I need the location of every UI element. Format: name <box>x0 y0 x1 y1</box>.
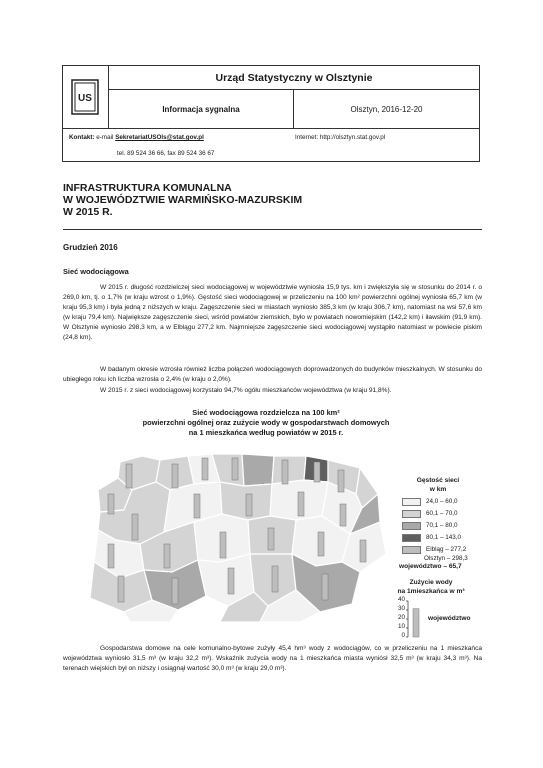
phone-fax: tel. 89 524 36 66, fax 89 524 36 67 <box>117 150 215 157</box>
chart-title-line: powierzchni ogólnej oraz zużycie wody w gospodarstwach domowych <box>142 418 390 428</box>
legend-swatch <box>402 510 421 518</box>
map-bar <box>118 576 124 602</box>
contact-line <box>69 134 204 141</box>
map-bar <box>172 578 178 604</box>
legend-title-line: w km <box>429 486 447 493</box>
water-title-line: na 1mieszkańca w m³ <box>397 588 465 595</box>
paragraph-text: W 2015 r. długość rozdzielczej sieci wodociągowej w województwie wyniosła 15,9 tys. km i zwiększyła się w stosunku do 2014 r. o 269,0 km, tj. o 1,7% (w kraju wzrost o 1,9%). Gęstość sieci wodociągowej w przeliczeniu na 100 km² powierzchni ogólnej wyniosła 65,7 km (w kraju 95,3 km) i była jedną z niższych w kraju. Zagęszczenie sieci w miastach wyniosło 385,3 km (w kraju 306,7 km), natomiast na wsi 57,6 km (w kraju 79,4 km). Największe zagęszczenie sieci, wśród powiatów ziemskich, było w powiatach nowomiejskim (142,2 km) i iławskim (91,9 km). W Olsztynie wyniosło 298,3 km, a w Elblągu 277,2 km. Najmniejsze zagęszczenie sieci wodociągowej wystąpiło natomiast w powiecie piskim (24,8 km). <box>63 284 482 342</box>
legend-swatch <box>402 546 421 554</box>
map-bar <box>132 514 138 540</box>
map-bar <box>228 568 234 594</box>
title-line: W WOJEWÓDZTWIE WARMIŃSKO-MAZURSKIM <box>63 194 303 206</box>
voivodeship-label: województwo <box>428 615 471 622</box>
publication-date: Grudzień 2016 <box>63 243 118 252</box>
scale-tick: 40 <box>397 596 405 603</box>
internet-link[interactable]: Internet: http://olsztyn.stat.gov.pl <box>295 134 386 141</box>
map-bar <box>272 566 278 592</box>
map-bar <box>322 574 328 600</box>
paragraph <box>63 283 482 344</box>
map-bar <box>194 494 200 518</box>
chart-title <box>118 408 414 439</box>
map-bar <box>314 462 320 482</box>
map-region <box>242 454 274 486</box>
paragraph <box>63 644 482 674</box>
map-bar <box>126 464 132 488</box>
contact-label: Kontakt: <box>69 134 95 141</box>
contact-email-link[interactable]: SekretariatUSOls@stat.gov.pl <box>115 134 204 141</box>
legend-swatch <box>402 522 421 530</box>
legend-label: 24,0 – 60,0 <box>426 498 458 505</box>
logo-text: US <box>78 93 92 104</box>
paragraph-text: Gospodarstwa domowe na cele komunalno-bytowe zużyły 45,4 hm³ wody z wodociągów, co w przeliczeniu na 1 mieszkańca województwa wyniosło 31,5 m³ (w kraju 32,2 m³). Wskaźnik zużycia wody na 1 mieszkańca miasta wyniósł 32,5 m³ (w kraju 34,3 m³). Na terenach wiejskich był on niższy i osiągnął wartość 30,0 m³ (w kraju 29,0 m³). <box>63 645 482 673</box>
map-bar <box>232 458 238 480</box>
map-bar <box>164 544 170 568</box>
title-divider <box>63 229 482 230</box>
place-date: Olsztyn, 2016-12-20 <box>294 90 479 129</box>
info-type: Informacja sygnalna <box>109 90 294 129</box>
map-bar <box>220 532 226 558</box>
legend-label: 60,1 – 70,0 <box>426 510 458 517</box>
water-scale <box>404 600 426 640</box>
office-title: Urząd Statystyczny w Olsztynie <box>109 66 479 90</box>
map-bar <box>268 528 274 550</box>
scale-tick: 10 <box>397 623 405 630</box>
map-bar <box>202 458 208 480</box>
water-title-line: Zużycie wody <box>409 579 453 586</box>
map-bar <box>108 494 114 514</box>
legend-swatch <box>402 534 421 542</box>
contact-email-prefix: e-mail <box>94 134 116 141</box>
map-bar <box>108 544 114 568</box>
map-bar <box>340 504 346 526</box>
logo-cell <box>63 66 109 129</box>
paragraph <box>63 386 482 396</box>
chart-title-line: na 1 mieszkańca według powiatów w 2015 r. <box>188 428 344 438</box>
chart-title-line: Sieć wodociągowa rozdzielcza na 100 km² <box>192 408 340 417</box>
title-line: W 2015 R. <box>63 206 113 218</box>
map-bar <box>298 492 304 516</box>
legend-label: Elbląg – 277,2 <box>426 546 467 553</box>
legend-label: 70,1 – 80,0 <box>426 522 458 529</box>
water-legend-title <box>391 578 471 596</box>
legend-title-line: Gęstość sieci <box>416 477 460 484</box>
voivodeship-density: województwo – 65,7 <box>399 563 462 570</box>
voivodeship-water-bar <box>413 609 419 637</box>
legend-title <box>411 476 465 494</box>
legend-label-extra: Olsztyn – 298,3 <box>424 555 468 562</box>
title-line: INFRASTRUKTURA KOMUNALNA <box>63 182 232 194</box>
us-logo <box>71 79 99 115</box>
scale-tick: 0 <box>401 632 405 639</box>
map-bar <box>338 470 344 492</box>
paragraph-text: W 2015 r. z sieci wodociągowej korzystało 94,7% ogółu mieszkańców województwa (w kraju 91,8%). <box>100 387 392 394</box>
paragraph <box>63 365 482 385</box>
section-heading: Sieć wodociągowa <box>63 267 129 276</box>
legend-swatch <box>402 498 421 506</box>
paragraph-text: W badanym okresie wzrosła również liczba połączeń wodociągowych doprowadzonych do budynków mieszkalnych. W stosunku do ubiegłego roku ich liczba wzrosła o 2,4% (w kraju o 2,0%). <box>63 366 482 384</box>
map-bar <box>318 532 324 556</box>
map-bar <box>360 540 366 562</box>
map-bar <box>246 494 252 516</box>
document-title <box>63 182 302 218</box>
scale-tick: 20 <box>397 614 405 621</box>
legend-label: 80,1 – 143,0 <box>426 534 462 541</box>
header-box <box>62 65 480 162</box>
powiat-map <box>60 450 390 622</box>
map-bar <box>172 464 178 488</box>
map-bar <box>282 460 288 484</box>
scale-tick: 30 <box>397 605 405 612</box>
